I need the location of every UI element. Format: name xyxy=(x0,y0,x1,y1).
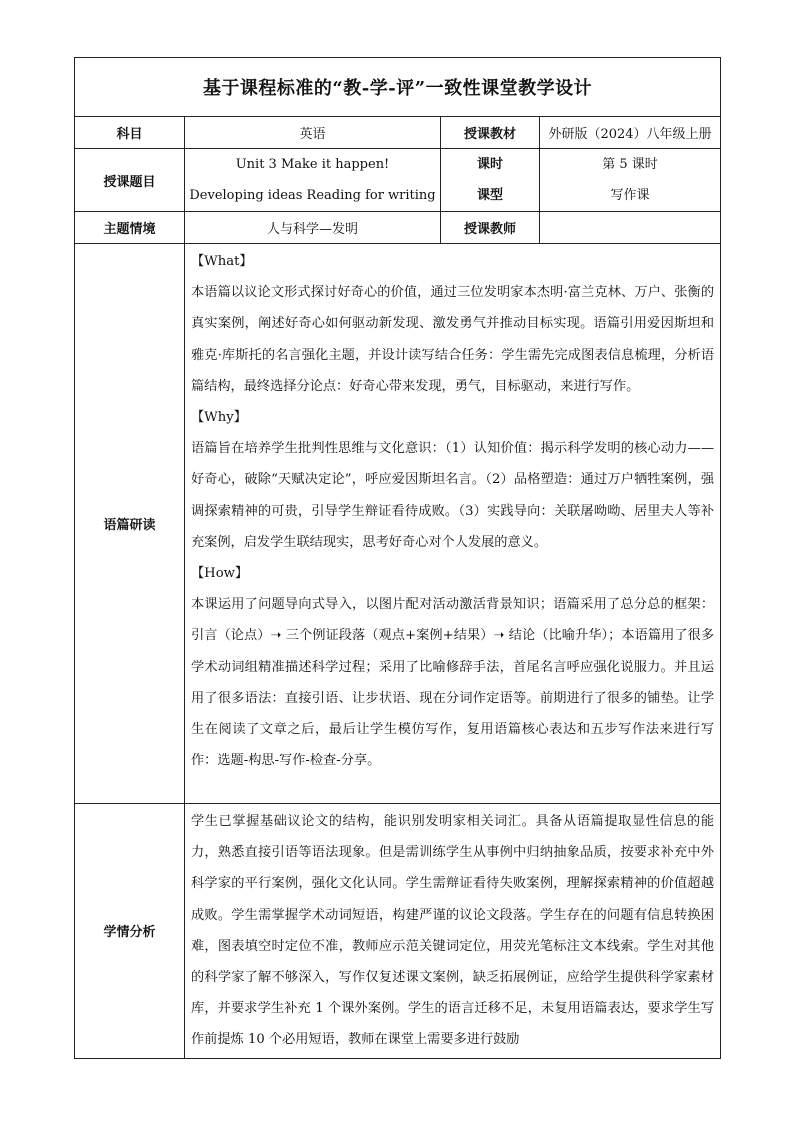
topic-label: 授课题目 xyxy=(75,149,185,212)
why-heading: 【Why】 xyxy=(191,410,247,426)
how-paragraph: 本课运用了问题导向式导入，以图片配对活动激活背景知识；语篇采用了总分总的框架：引言（论点）➝ 三个例证段落（观点+案例+结果）➝ 结论（比喻升华）；本语篇用了很多学术动词组精准描述科学过程；采用了比喻修辞手法，首尾名言呼应强化说服力。并且运用了很多语法：直接引语、让步状语、现在分词作定语等。前期进行了很多的铺垫。让学生在阅读了文章之后，最后让学生模仿写作，复用语篇核心表达和五步写作法来进行写作：选题-构思-写作-检查-分享。 xyxy=(191,597,715,769)
textbook-label: 授课教材 xyxy=(441,117,540,149)
period-label: 课时 xyxy=(476,157,503,172)
type-value: 写作课 xyxy=(610,188,650,203)
what-paragraph: 本语篇以议论文形式探讨好奇心的价值，通过三位发明家本杰明·富兰克林、万户、张衡的真实案例，阐述好奇心如何驱动新发现、激发勇气并推动目标实现。语篇引用爱因斯坦和雅克·库斯托的名言强化主题，并设计读写结合任务：学生需先完成图表信息梳理，分析语篇结构，最终选择分论点：好奇心带来发现，勇气，目标驱动，来进行写作。 xyxy=(191,285,715,394)
period-value: 第 5 课时 xyxy=(602,157,658,172)
theme-label: 主题情境 xyxy=(75,212,185,244)
learner-paragraph: 学生已掌握基础议论文的结构，能识别发明家相关词汇。具备从语篇提取显性信息的能力，熟悉直接引语等语法现象。但是需训练学生从事例中归纳抽象品质，按要求补充中外科学家的平行案例，强化文化认同。学生需辩证看待失败案例，理解探索精神的价值超越成败。学生需掌握学术动词短语，构建严谨的议论文段落。学生存在的问题有信息转换困难，图表填空时定位不准，教师应示范关键词定位，用荧光笔标注文本线索。学生对其他的科学家了解不够深入，写作仅复述课文案例，缺乏拓展例证，应给学生提供科学家素材库，并要求学生补充 1 个课外案例。学生的语言迁移不足，未复用语篇表达，要求学生写作前提炼 10 个必用短语，教师在课堂上需要多进行鼓励 xyxy=(191,814,715,1048)
period-type-labels xyxy=(441,149,540,212)
why-paragraph: 语篇旨在培养学生批判性思维与文化意识：（1）认知价值：揭示科学发明的核心动力——好奇心，破除“天赋决定论”，呼应爱因斯坦名言。（2）品格塑造：通过万户牺牲案例，强调探索精神的可贵，引导学生辩证看待成败。（3）实践导向：关联屠呦呦、居里夫人等补充案例，启发学生联结现实，思考好奇心对个人发展的意义。 xyxy=(191,441,715,550)
teacher-label: 授课教师 xyxy=(441,212,540,244)
learner-analysis-content xyxy=(185,804,721,1059)
textbook-value: 外研版（2024）八年级上册 xyxy=(540,117,721,149)
what-heading: 【What】 xyxy=(191,254,253,269)
subject-value: 英语 xyxy=(185,117,441,149)
period-type-values xyxy=(540,149,721,212)
text-analysis-content xyxy=(185,244,721,804)
topic-value xyxy=(185,149,441,212)
subject-label: 科目 xyxy=(75,117,185,149)
theme-value: 人与科学—发明 xyxy=(185,212,441,244)
text-analysis-label: 语篇研读 xyxy=(75,244,185,804)
learner-analysis-label: 学情分析 xyxy=(75,804,185,1059)
topic-line-2: Developing ideas Reading for writing xyxy=(189,188,436,203)
how-heading: 【How】 xyxy=(191,566,249,582)
topic-line-1: Unit 3 Make it happen! xyxy=(235,157,390,172)
teacher-value xyxy=(540,212,721,244)
lesson-plan-table xyxy=(74,57,721,1059)
type-label: 课型 xyxy=(476,188,503,203)
document-title: 基于课程标准的“教-学-评”一致性课堂教学设计 xyxy=(75,58,721,117)
